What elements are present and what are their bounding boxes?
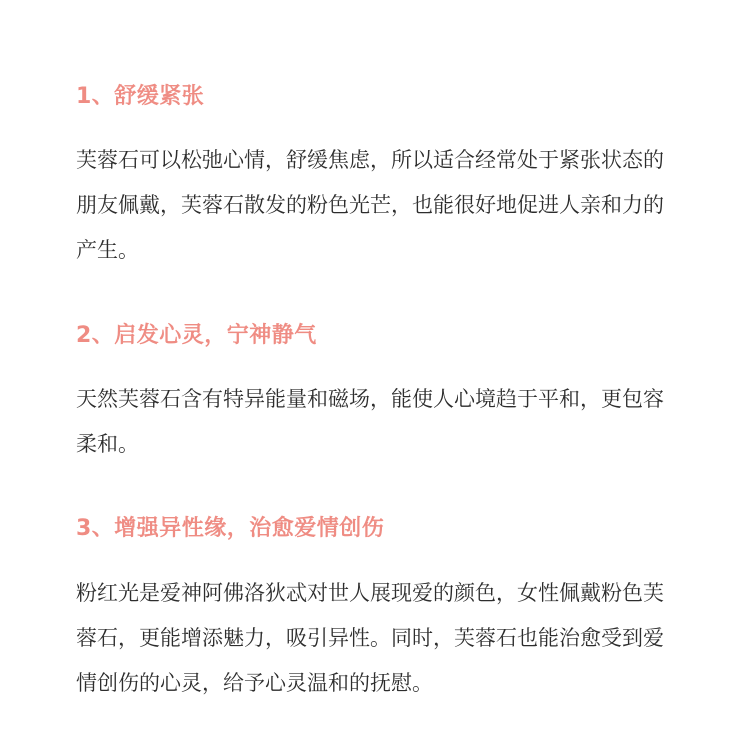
section-heading: 2、启发心灵，宁神静气 — [76, 323, 317, 348]
section-heal-love — [76, 514, 676, 706]
section-body: 芙蓉石可以松弛心情，舒缓焦虑，所以适合经常处于紧张状态的朋友佩戴，芙蓉石散发的粉色光芒，也能很好地促进人亲和力的产生。 — [76, 148, 664, 262]
section-body: 天然芙蓉石含有特异能量和磁场，能使人心境趋于平和，更包容柔和。 — [76, 387, 664, 456]
section-heading: 3、增强异性缘，治愈爱情创伤 — [76, 516, 385, 541]
section-inspire-mind — [76, 321, 676, 467]
section-body: 粉红光是爱神阿佛洛狄忒对世人展现爱的颜色，女性佩戴粉色芙蓉石，更能增添魅力，吸引异性。同时，芙蓉石也能治愈受到爱情创伤的心灵，给予心灵温和的抚慰。 — [76, 581, 664, 695]
section-soothe-tension — [76, 82, 676, 273]
section-heading: 1、舒缓紧张 — [76, 84, 205, 109]
